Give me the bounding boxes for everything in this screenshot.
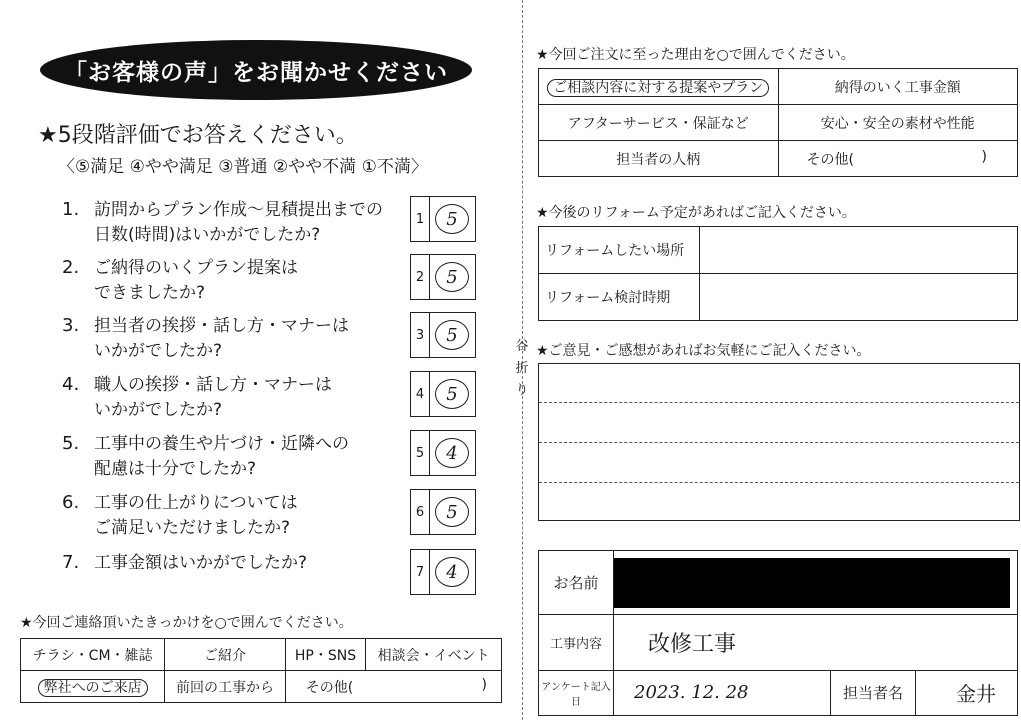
score-value: 5 — [435, 320, 469, 350]
question-number: 4. — [62, 374, 80, 395]
score-value: 5 — [435, 379, 469, 409]
reason-option-other[interactable]: その他( ) — [778, 141, 1018, 177]
question-text: 職人の挨拶・話し方・マナーは いかがでしたか? — [94, 375, 332, 420]
comment-rule — [539, 442, 1019, 443]
question-number: 2. — [62, 257, 80, 278]
score-index: 3 — [411, 313, 430, 357]
future-title: ★今後のリフォーム予定があればご記入ください。 — [536, 205, 856, 221]
future-place-label: リフォームしたい場所 — [539, 227, 700, 274]
score-box[interactable] — [410, 371, 476, 417]
question-text: 工事の仕上がりについては ご満足いただけましたか? — [94, 493, 298, 538]
question-text: ご納得のいくプラン提案は できましたか? — [94, 258, 298, 303]
score-index: 1 — [411, 197, 430, 241]
reason-option[interactable]: 安心・安全の素材や性能 — [778, 105, 1018, 141]
comment-rule — [539, 402, 1019, 403]
score-value: 5 — [435, 204, 469, 234]
contact-option[interactable]: チラシ・CM・雑誌 — [21, 639, 165, 671]
redacted-name — [614, 558, 1010, 608]
comment-field[interactable] — [538, 363, 1020, 521]
contact-option-other[interactable]: その他( ) — [285, 671, 501, 703]
date-label: アンケート記入日 — [539, 670, 614, 715]
reason-option-selected[interactable]: ご相談内容に対する提案やプラン — [539, 69, 779, 105]
future-timing-label: リフォーム検討時期 — [539, 274, 700, 321]
question-text: 訪問からプラン作成〜見積提出までの 日数(時間)はいかがでしたか? — [94, 200, 383, 245]
reason-option[interactable]: 担当者の人柄 — [539, 141, 779, 177]
question-number: 6. — [62, 492, 80, 513]
name-label: お名前 — [539, 551, 614, 615]
score-box[interactable] — [410, 430, 476, 476]
work-label: 工事内容 — [539, 614, 614, 670]
score-box[interactable] — [410, 549, 476, 595]
score-box[interactable] — [410, 312, 476, 358]
score-index: 4 — [411, 372, 430, 416]
contact-option-selected[interactable]: 弊社へのご来店 — [21, 671, 165, 703]
staff-value[interactable]: 金井 — [916, 670, 1018, 715]
score-value: 4 — [435, 557, 469, 587]
future-place-field[interactable] — [700, 227, 1018, 274]
fold-label: 谷折り — [515, 339, 529, 398]
banner-title: 「お客様の声」をお聞かせください — [40, 40, 472, 100]
contact-option[interactable]: HP・SNS — [285, 639, 366, 671]
contact-option[interactable]: 前回の工事から — [165, 671, 286, 703]
rating-scale: 〈⑤満足 ④やや満足 ③普通 ②やや不満 ①不満〉 — [58, 157, 428, 177]
score-box[interactable] — [410, 196, 476, 242]
rating-heading: ★5段階評価でお答えください。 — [38, 123, 358, 148]
question-number: 5. — [62, 433, 80, 454]
reason-title: ★今回ご注文に至った理由を○で囲んでください。 — [536, 47, 855, 63]
question-text: 工事中の養生や片づけ・近隣への 配慮は十分でしたか? — [94, 434, 349, 479]
reason-option[interactable]: 納得のいく工事金額 — [778, 69, 1018, 105]
date-value[interactable]: 2023. 12. 28 — [614, 670, 831, 715]
question-number: 7. — [62, 552, 80, 573]
question-number: 3. — [62, 315, 80, 336]
work-value[interactable]: 改修工事 — [614, 614, 1018, 670]
contact-option[interactable]: 相談会・イベント — [366, 639, 502, 671]
score-value: 4 — [435, 438, 469, 468]
score-box[interactable] — [410, 254, 476, 300]
score-index: 6 — [411, 490, 430, 534]
future-timing-field[interactable] — [700, 274, 1018, 321]
score-index: 5 — [411, 431, 430, 475]
future-table — [538, 226, 1018, 321]
staff-label: 担当者名 — [831, 670, 916, 715]
contact-option[interactable]: ご紹介 — [165, 639, 286, 671]
reason-table — [538, 68, 1018, 177]
question-number: 1. — [62, 199, 80, 220]
score-value: 5 — [435, 262, 469, 292]
score-value: 5 — [435, 497, 469, 527]
contact-title: ★今回ご連絡頂いたきっかけを○で囲んでください。 — [20, 615, 353, 631]
comment-rule — [539, 482, 1019, 483]
score-index: 2 — [411, 255, 430, 299]
comment-title: ★ご意見・ご感想があればお気軽にご記入ください。 — [536, 343, 871, 359]
score-box[interactable] — [410, 489, 476, 535]
question-text: 工事金額はいかがでしたか? — [94, 553, 308, 573]
question-text: 担当者の挨拶・話し方・マナーは いかがでしたか? — [94, 316, 349, 361]
reason-option[interactable]: アフターサービス・保証など — [539, 105, 779, 141]
score-index: 7 — [411, 550, 430, 594]
contact-table — [20, 638, 502, 703]
